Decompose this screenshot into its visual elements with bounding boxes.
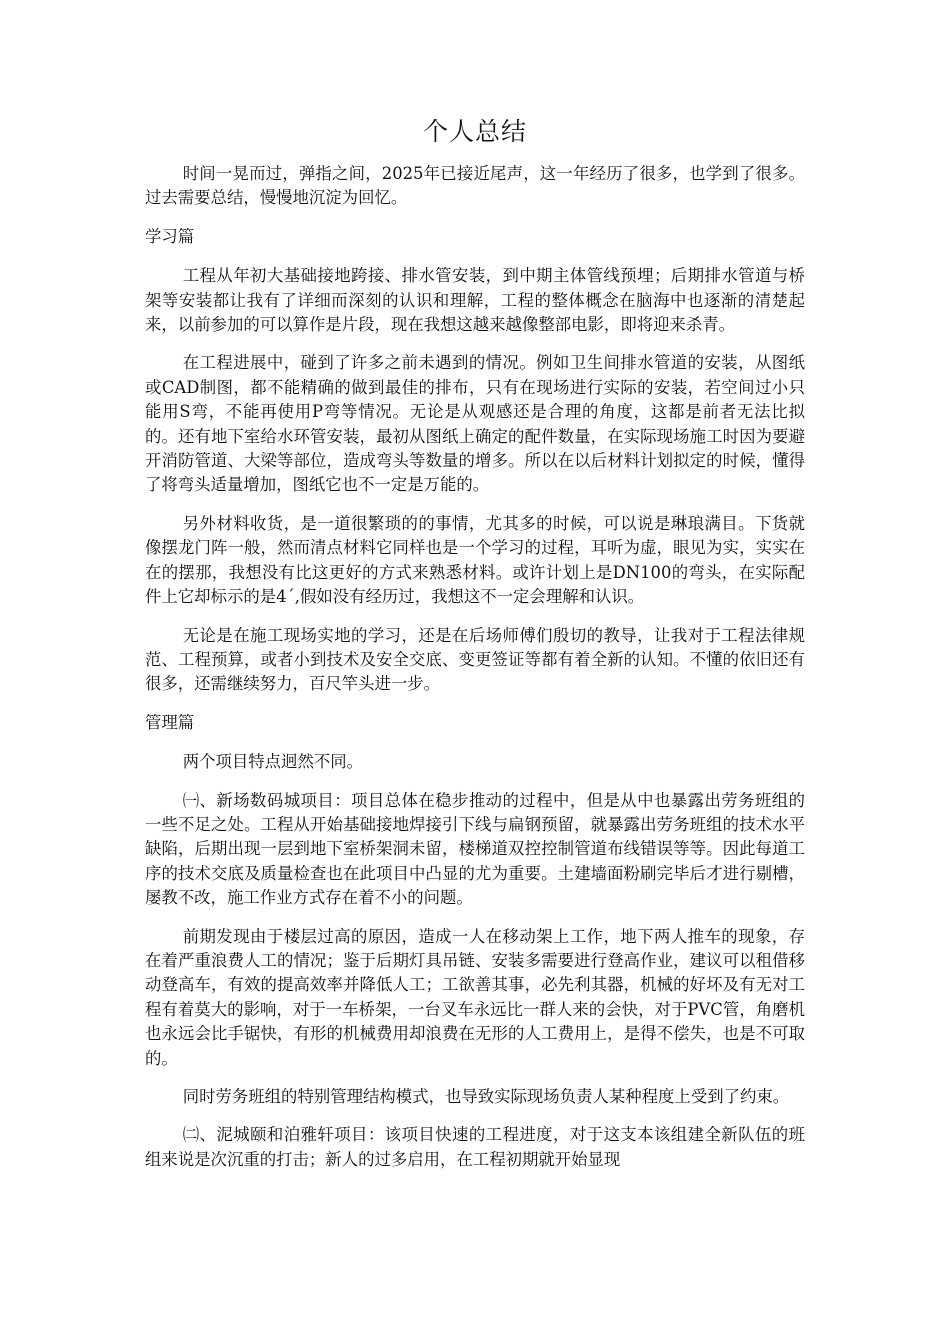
section-heading-study: 学习篇 (145, 226, 195, 246)
paragraph: 在工程进展中，碰到了许多之前未遇到的情况。例如卫生间排水管道的安装，从图纸或CAD制图，都不能精确的做到最佳的排布，只有在现场进行实际的安装，若空间过小只能用S弯，不能再使用P弯等情况。无论是从观感还是合理的角度，这都是前者无法比拟的。还有地下室给水环管安装，最初从图纸上确定的配件数量，在实际现场施工时因为要避开消防管道、大梁等部位，造成弯头等数量的增多。所以在以后材料计划拟定的时候，懂得了将弯头适量增加，图纸它也不一定是万能的。 (145, 353, 805, 495)
paragraph: 无论是在施工现场实地的学习，还是在后场师傅们殷切的教导，让我对于工程法律规范、工程预算，或者小到技术及安全交底、变更签证等都有着全新的认知。不懂的依旧还有很多，还需继续努力，百尺竿头进一步。 (145, 625, 805, 694)
paragraph: 工程从年初大基础接地跨接、排水管安装，到中期主体管线预埋；后期排水管道与桥架等安装都让我有了详细而深刻的认识和理解，工程的整体概念在脑海中也逐渐的清楚起来，以前参加的可以算作是片段，现在我想这越来越像整部电影，即将迎来杀青。 (145, 266, 805, 335)
document-body (145, 162, 805, 1186)
paragraph: 两个项目特点迥然不同。 (182, 752, 364, 772)
paragraph: 前期发现由于楼层过高的原因，造成一人在移动架上工作，地下两人推车的现象，存在着严重浪费人工的情况；鉴于后期灯具吊链、安装多需要进行登高作业，建议可以租借移动登高车，有效的提高效率并降低人工；工欲善其事，必先利其器，机械的好坏及有无对工程有着莫大的影响，对于一车桥架，一台叉车永远比一群人来的会快，对于PVC管，角磨机也永远会比手锯快，有形的机械费用却浪费在无形的人工费用上，是得不偿失，也是不可取的。 (145, 926, 805, 1068)
paragraph: 同时劳务班组的特别管理结构模式，也导致实际现场负责人某种程度上受到了约束。 (182, 1087, 790, 1106)
paragraph: ㈡、泥城颐和泊雅轩项目：该项目快速的工程进度，对于这支本该组建全新队伍的班组来说是次沉重的打击；新人的过多启用，在工程初期就开始显现 (145, 1125, 805, 1169)
paragraph: 另外材料收货，是一道很繁琐的的事情，尤其多的时候，可以说是琳琅满目。下货就像摆龙门阵一般，然而清点材料它同样也是一个学习的过程，耳听为虚，眼见为实，实实在在的摆那，我想没有比这更好的方式来熟悉材料。或许计划上是DN100的弯头，在实际配件上它却标示的是4´,假如没有经历过，我想这不一定会理解和认识。 (145, 513, 805, 607)
document-title: 个人总结 (422, 117, 527, 146)
section-heading-management: 管理篇 (145, 712, 195, 732)
intro-paragraph: 时间一晃而过，弹指之间，2025年已接近尾声，这一年经历了很多，也学到了很多。过去需要总结，慢慢地沉淀为回忆。 (145, 164, 805, 208)
paragraph: ㈠、新场数码城项目：项目总体在稳步推动的过程中，但是从中也暴露出劳务班组的一些不足之处。工程从开始基础接地焊接引下线与扁钢预留，就暴露出劳务班组的技术水平缺陷，后期出现一层到地下室桥架洞未留，楼梯道双控控制管道布线错误等等。因此每道工序的技术交底及质量检查也在此项目中凸显的尤为重要。土建墙面粉刷完毕后才进行剔槽，屡教不改，施工作业方式存在着不小的问题。 (145, 790, 805, 908)
